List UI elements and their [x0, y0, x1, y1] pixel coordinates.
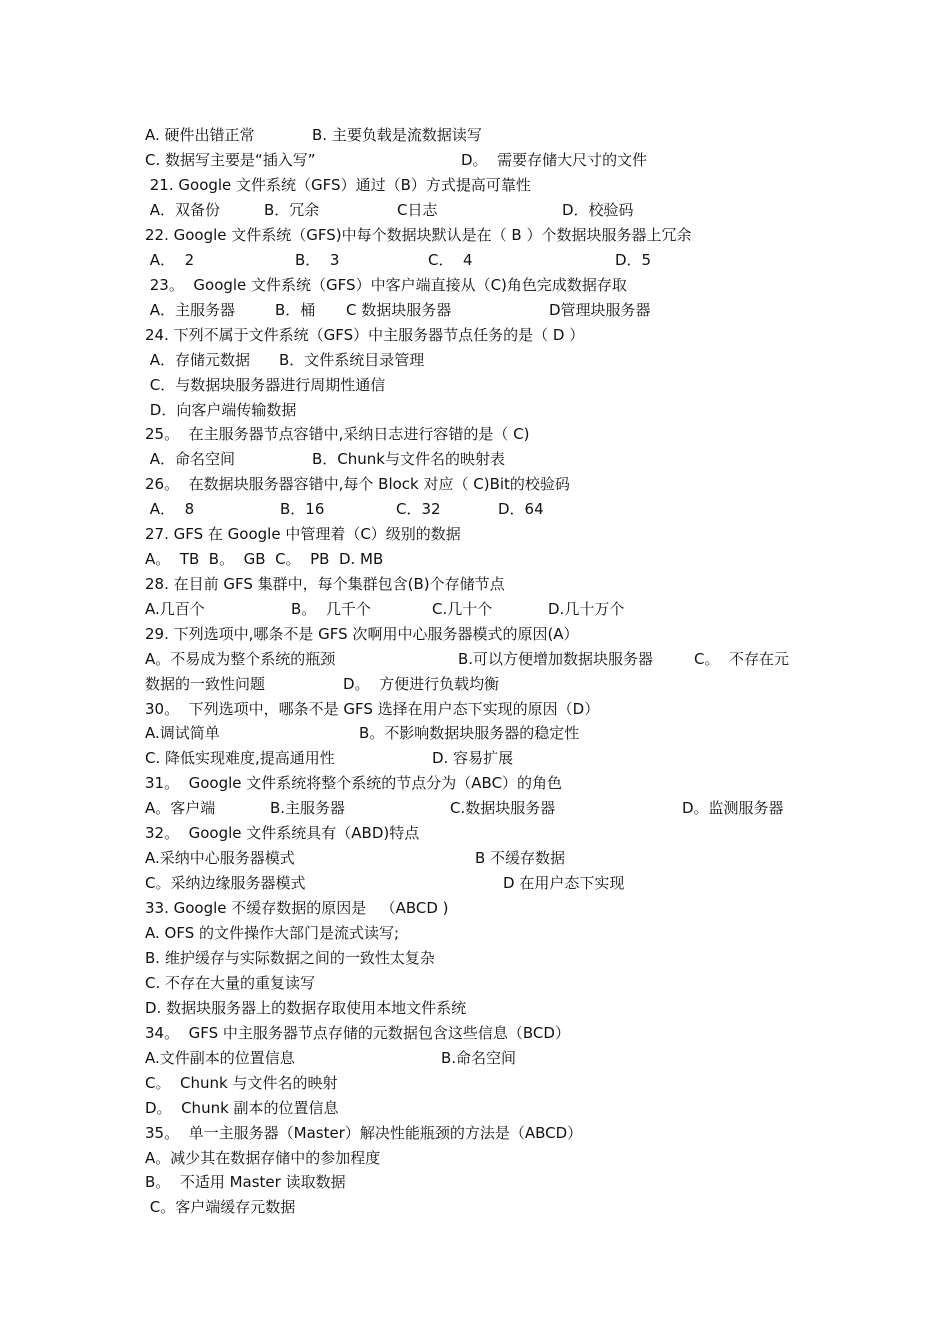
- text-segment: A.几百个: [145, 600, 205, 618]
- text-segment: C。客户端缓存元数据: [145, 1198, 296, 1216]
- text-line: [145, 1096, 845, 1120]
- text-segment: D。 需要存储大尺寸的文件: [461, 151, 648, 169]
- text-segment: B. 主要负载是流数据读写: [312, 126, 482, 144]
- text-segment: D 在用户态下实现: [503, 874, 625, 892]
- text-segment: B．文件系统目录管理: [279, 351, 425, 369]
- text-segment: C。 Chunk 与文件名的映射: [145, 1074, 338, 1092]
- text-segment: A。 TB B。 GB C。 PB D. MB: [145, 550, 384, 568]
- text-segment: B。 不适用 Master 读取数据: [145, 1173, 346, 1191]
- text-segment: A。客户端: [145, 799, 216, 817]
- text-line: [145, 1146, 845, 1170]
- text-line: [145, 971, 845, 995]
- text-segment: A．主服务器: [145, 301, 236, 319]
- text-segment: 31。 Google 文件系统将整个系统的节点分为（ABC）的角色: [145, 774, 563, 792]
- text-segment: B．冗余: [264, 201, 320, 219]
- text-segment: C。 不存在元: [694, 650, 790, 668]
- text-segment: A. OFS 的文件操作大部门是流式读写;: [145, 924, 400, 942]
- text-segment: D．64: [498, 500, 544, 518]
- text-line: [145, 273, 845, 297]
- text-line: [145, 522, 845, 546]
- text-segment: 27. GFS 在 Google 中管理着（C）级别的数据: [145, 525, 461, 543]
- text-segment: A．双备份: [145, 201, 221, 219]
- text-line: [145, 173, 845, 197]
- text-segment: C．与数据块服务器进行周期性通信: [145, 376, 386, 394]
- text-segment: C。采纳边缘服务器模式: [145, 874, 306, 892]
- text-segment: B．桶: [275, 301, 316, 319]
- text-line: [145, 1170, 845, 1194]
- text-segment: 33. Google 不缓存数据的原因是 （ABCD ): [145, 899, 449, 917]
- text-line: [145, 796, 845, 820]
- text-segment: 32。 Google 文件系统具有（ABD)特点: [145, 824, 420, 842]
- text-line: [145, 1046, 845, 1070]
- text-line: [145, 447, 845, 471]
- text-line: [145, 622, 845, 646]
- text-segment: A．存储元数据: [145, 351, 251, 369]
- text-segment: A． 2: [145, 251, 195, 269]
- text-line: [145, 996, 845, 1020]
- text-segment: B 不缓存数据: [475, 849, 566, 867]
- text-segment: C．32: [396, 500, 441, 518]
- text-line: [145, 771, 845, 795]
- text-segment: C.数据块服务器: [450, 799, 556, 817]
- text-segment: 30。 下列选项中，哪条不是 GFS 选择在用户态下实现的原因（D）: [145, 700, 600, 718]
- text-line: [145, 422, 845, 446]
- text-line: [145, 298, 845, 322]
- text-segment: C． 4: [428, 251, 473, 269]
- text-segment: C.几十个: [432, 600, 493, 618]
- text-line: [145, 348, 845, 372]
- text-segment: 24. 下列不属于文件系统（GFS）中主服务器节点任务的是（ D ）: [145, 326, 585, 344]
- text-line: [145, 1121, 845, 1145]
- text-line: [145, 123, 845, 147]
- text-segment: B.命名空间: [441, 1049, 517, 1067]
- text-line: [145, 1195, 845, 1219]
- text-line: [145, 746, 845, 770]
- text-segment: D。 Chunk 副本的位置信息: [145, 1099, 339, 1117]
- text-segment: D．5: [615, 251, 652, 269]
- text-segment: C. 不存在大量的重复读写: [145, 974, 316, 992]
- text-segment: D.几十万个: [548, 600, 625, 618]
- text-line: [145, 697, 845, 721]
- text-segment: D．向客户端传输数据: [145, 401, 297, 419]
- text-segment: 25。 在主服务器节点容错中,采纳日志进行容错的是（ C): [145, 425, 530, 443]
- text-line: [145, 323, 845, 347]
- text-line: [145, 871, 845, 895]
- text-line: [145, 921, 845, 945]
- text-segment: 数据的一致性问题: [145, 675, 266, 693]
- text-line: [145, 946, 845, 970]
- text-line: [145, 821, 845, 845]
- text-line: [145, 148, 845, 172]
- text-segment: D。 方便进行负载均衡: [343, 675, 500, 693]
- text-segment: 21. Google 文件系统（GFS）通过（B）方式提高可靠性: [145, 176, 531, 194]
- text-segment: C. 降低实现难度,提高通用性: [145, 749, 335, 767]
- text-segment: 35。 单一主服务器（Master）解决性能瓶颈的方法是（ABCD）: [145, 1124, 583, 1142]
- text-segment: 29. 下列选项中,哪条不是 GFS 次啊用中心服务器模式的原因(A）: [145, 625, 579, 643]
- text-segment: C日志: [397, 201, 438, 219]
- text-segment: 26。 在数据块服务器容错中,每个 Block 对应（ C)Bit的校验码: [145, 475, 570, 493]
- text-segment: 23。 Google 文件系统（GFS）中客户端直接从（C)角色完成数据存取: [145, 276, 627, 294]
- text-line: [145, 373, 845, 397]
- text-line: [145, 547, 845, 571]
- text-line: [145, 846, 845, 870]
- text-line: [145, 1071, 845, 1095]
- text-line: [145, 572, 845, 596]
- text-segment: D．校验码: [562, 201, 634, 219]
- text-segment: A.采纳中心服务器模式: [145, 849, 295, 867]
- text-segment: D. 容易扩展: [432, 749, 514, 767]
- text-segment: D管理块服务器: [549, 301, 651, 319]
- text-segment: A．命名空间: [145, 450, 236, 468]
- text-segment: A.文件副本的位置信息: [145, 1049, 295, 1067]
- text-line: [145, 672, 845, 696]
- text-segment: A． 8: [145, 500, 195, 518]
- text-segment: B．Chunk与文件名的映射表: [312, 450, 505, 468]
- text-line: [145, 223, 845, 247]
- text-segment: B.主服务器: [270, 799, 346, 817]
- text-line: [145, 398, 845, 422]
- text-segment: A。不易成为整个系统的瓶颈: [145, 650, 336, 668]
- text-segment: A。减少其在数据存储中的参加程度: [145, 1149, 381, 1167]
- text-segment: B． 3: [295, 251, 340, 269]
- text-segment: D。监测服务器: [682, 799, 784, 817]
- text-line: [145, 248, 845, 272]
- text-segment: C. 数据写主要是“插入写”: [145, 151, 316, 169]
- text-segment: B.可以方便增加数据块服务器: [458, 650, 654, 668]
- text-line: [145, 472, 845, 496]
- text-segment: 28. 在目前 GFS 集群中，每个集群包含(B)个存储节点: [145, 575, 505, 593]
- text-segment: B。不影响数据块服务器的稳定性: [359, 724, 580, 742]
- text-line: [145, 896, 845, 920]
- text-segment: A.调试简单: [145, 724, 220, 742]
- text-line: [145, 1021, 845, 1045]
- text-line: [145, 497, 845, 521]
- text-line: [145, 198, 845, 222]
- text-segment: D. 数据块服务器上的数据存取使用本地文件系统: [145, 999, 467, 1017]
- text-segment: A. 硬件出错正常: [145, 126, 255, 144]
- text-line: [145, 597, 845, 621]
- text-segment: B。 几千个: [291, 600, 371, 618]
- text-line: [145, 647, 845, 671]
- text-segment: 34。 GFS 中主服务器节点存储的元数据包含这些信息（BCD）: [145, 1024, 570, 1042]
- text-segment: B. 维护缓存与实际数据之间的一致性太复杂: [145, 949, 435, 967]
- text-line: [145, 721, 845, 745]
- text-segment: B．16: [280, 500, 325, 518]
- text-segment: C 数据块服务器: [346, 301, 452, 319]
- text-segment: 22. Google 文件系统（GFS)中每个数据块默认是在（ B ）个数据块服务器上冗余: [145, 226, 692, 244]
